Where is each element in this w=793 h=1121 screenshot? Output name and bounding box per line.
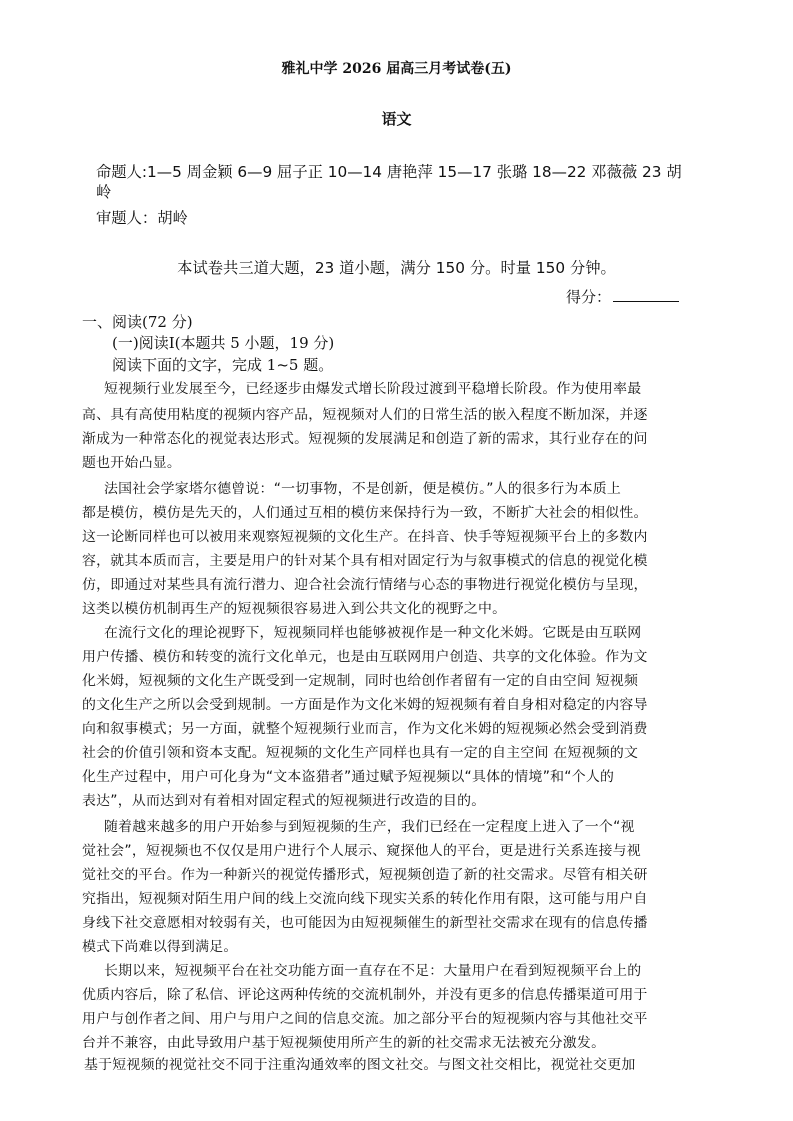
passage-line: 随着越来越多的用户开始参与到短视频的生产，我们已经在一定程度上进入了一个“视 [104,819,635,835]
subject-title: 语文 [381,110,412,128]
passage-line: 社会的价值引领和资本支配。短视频的文化生产同样也具有一定的自主空间 在短视频的文 [82,745,639,761]
score-blank [613,287,679,302]
passage-line: 优质内容后，除了私信、评论这两种传统的交流机制外，并没有更多的信息传播渠道可用于 [82,987,648,1003]
passage-line: 这一论断同样也可以被用来观察短视频的文化生产。在抖音、快手等短视频平台上的多数内 [82,529,648,545]
passage-line: 渐成为一种常态化的视觉表达形式。短视频的发展满足和创造了新的需求，其行业存在的问 [82,431,648,447]
passage-line: 法国社会学家塔尔德曾说：“一切事物，不是创新，便是模仿。”人的很多行为本质上 [104,481,622,497]
passage-line: 台并不兼容，由此导致用户基于短视频使用所产生的新的社交需求无法被充分激发。 [82,1035,606,1051]
passage-line: 在流行文化的理论视野下，短视频同样也能够被视作是一种文化米姆。它既是由互联网 [104,625,642,641]
passage-line: 短视频行业发展至今，已经逐步由爆发式增长阶段过渡到平稳增长阶段。作为使用率最 [104,381,642,397]
score-field [566,286,679,307]
authors-line-2: 岭 [96,183,112,201]
section-instruction: 阅读下面的文字，完成 1~5 题。 [112,356,334,374]
passage-line: 都是模仿，模仿是先天的，人们通过互相的模仿来保持行为一致，不断扩大社会的相似性。 [82,505,648,521]
passage-line: 长期以来，短视频平台在社交功能方面一直存在不足：大量用户在看到短视频平台上的 [104,963,642,979]
passage-line: 向和叙事模式；另一方面，就整个短视频行业而言，作为文化米姆的短视频必然会受到消费 [82,721,648,737]
passage-line: 表达”，从而达到对有着相对固定程式的短视频进行改造的目的。 [82,793,486,809]
exam-title: 雅礼中学 2026 届高三月考试卷(五) [281,61,512,77]
passage-line: 仿，即通过对某些具有流行潜力、迎合社会流行情绪与心态的事物进行视觉化模仿与呈现， [82,577,648,593]
reviewer-line: 审题人：胡岭 [96,209,188,227]
passage-line: 身线下社交意愿相对较弱有关，也可能因为由短视频催生的新型社交需求在现有的信息传播 [82,915,648,931]
section-title: 一、阅读(72 分) [82,313,193,331]
passage-line: 究指出，短视频对陌生用户间的线上交流向线下现实关系的转化作用有限，这可能与用户自 [82,891,648,907]
passage-line: 高、具有高使用粘度的视频内容产品，短视频对人们的日常生活的嵌入程度不断加深，并逐 [82,407,648,423]
passage-line: 用户传播、模仿和转变的流行文化单元，也是由互联网用户创造、共享的文化体验。作为文 [82,649,648,665]
passage-line: 用户与创作者之间、用户与用户之间的信息交流。加之部分平台的短视频内容与其他社交平 [82,1011,648,1027]
sub-section-title: (一)阅读Ⅰ(本题共 5 小题，19 分) [112,334,335,352]
passage-line: 模式下尚难以得到满足。 [82,939,238,955]
passage-line: 容，就其本质而言，主要是用户的针对某个具有相对固定行为与叙事模式的信息的视觉化模 [82,553,648,569]
exam-intro: 本试卷共三道大题，23 道小题，满分 150 分。时量 150 分钟。 [177,259,616,277]
passage-line: 觉社会”，短视频也不仅仅是用户进行个人展示、窥探他人的平台，更是进行关系连接与视 [82,843,641,859]
passage-line: 化米姆，短视频的文化生产既受到一定规制，同时也给创作者留有一定的自由空间 短视频 [82,673,639,689]
passage-line: 题也开始凸显。 [82,455,181,471]
score-label: 得分： [566,288,612,306]
passage-line: 化生产过程中，用户可化身为“文本盗猎者”通过赋予短视频以“具体的情境”和“个人的 [82,769,615,785]
passage-line: 觉社交的平台。作为一种新兴的视觉传播形式，短视频创造了新的社交需求。尽管有相关研 [82,867,648,883]
passage-line: 的文化生产之所以会受到规制。一方面是作为文化米姆的短视频有着自身相对稳定的内容导 [82,697,648,713]
passage-line: 基于短视频的视觉社交不同于注重沟通效率的图文社交。与图文社交相比，视觉社交更加 [84,1057,636,1073]
authors-line-1: 命题人:1—5 周金颖 6—9 屈子正 10—14 唐艳萍 15—17 张璐 18—22 邓薇薇 23 胡 [96,163,682,181]
passage-line: 这类以模仿机制再生产的短视频很容易进入到公共文化的视野之中。 [82,601,507,617]
